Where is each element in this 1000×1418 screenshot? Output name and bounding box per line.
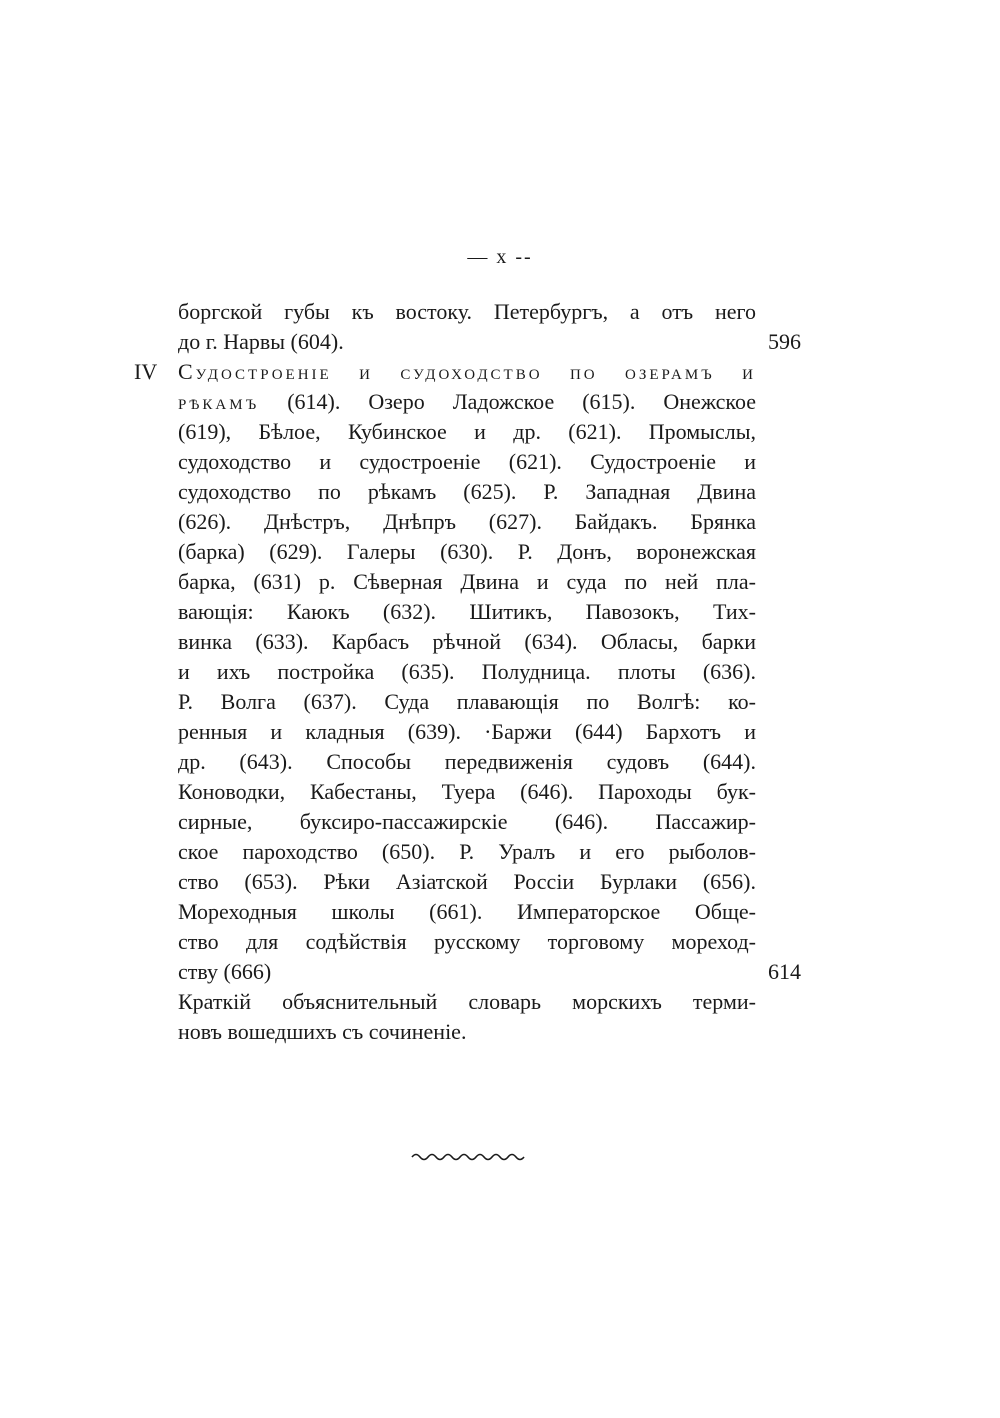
toc-line: до г. Нарвы (604).: [178, 329, 344, 354]
toc-line: Краткій объяснительный словарь морскихъ терми-: [178, 989, 756, 1014]
toc-line: (626). Днѣстръ, Днѣпръ (627). Байдакъ. Брянка: [178, 509, 756, 534]
toc-line: барка, (631) р. Сѣверная Двина и суда по ней пла-: [178, 569, 756, 594]
toc-line: винка (633). Карбасъ рѣчной (634). Обласы, барки: [178, 629, 756, 654]
section-title-text: Судостроеніе и судоходство по озерамъ и: [178, 359, 756, 384]
toc-line: вающія: Каюкъ (632). Шитикъ, Павозокъ, Тих-: [178, 599, 756, 624]
toc-line: др. (643). Способы передвиженія судовъ (644).: [178, 749, 756, 774]
page-header-roman-numeral: — x --: [467, 246, 533, 268]
toc-line: боргской губы къ востоку. Петербургъ, а отъ него: [178, 299, 756, 324]
toc-line: ство (653). Рѣки Азіатской Россіи Бурлаки (656).: [178, 869, 756, 894]
toc-line: [178, 387, 756, 417]
toc-line: ское пароходство (650). Р. Уралъ и его рыболов-: [178, 839, 756, 864]
toc-line: (барка) (629). Галеры (630). Р. Донъ, воронежская: [178, 539, 756, 564]
toc-line-text: (614). Озеро Ладожское (615). Онежское: [259, 389, 756, 414]
page-number: 596: [768, 329, 801, 354]
toc-line: судоходство и судостроеніе (621). Судостроеніе и: [178, 449, 756, 474]
toc-line: Мореходныя школы (661). Императорское Обще-: [178, 899, 756, 924]
toc-line: сирные, буксиро-пассажирскіе (646). Пассажир-: [178, 809, 756, 834]
wavy-line-ornament: [410, 1150, 526, 1164]
toc-line: и ихъ постройка (635). Полудница. плоты (636).: [178, 659, 756, 684]
toc-line: ству (666): [178, 959, 272, 984]
toc-line: ство для содѣйствія русскому торговому мореход-: [178, 929, 756, 954]
toc-line: ренныя и кладныя (639). ·Баржи (644) Бархотъ и: [178, 719, 756, 744]
toc-line: (619), Бѣлое, Кубинское и др. (621). Промыслы,: [178, 419, 756, 444]
toc-line: Коноводки, Кабестаны, Туера (646). Пароходы бук-: [178, 779, 756, 804]
section-title: [178, 357, 756, 387]
page-number: 614: [768, 959, 801, 984]
section-numeral: IV: [134, 359, 158, 384]
section-title-cont: рѣкамъ: [178, 389, 260, 414]
toc-line: судоходство по рѣкамъ (625). Р. Западная Двина: [178, 479, 756, 504]
toc-line: новъ вошедшихъ съ сочиненіе.: [178, 1019, 467, 1044]
toc-line: Р. Волга (637). Суда плавающія по Волгѣ: ко-: [178, 689, 756, 714]
